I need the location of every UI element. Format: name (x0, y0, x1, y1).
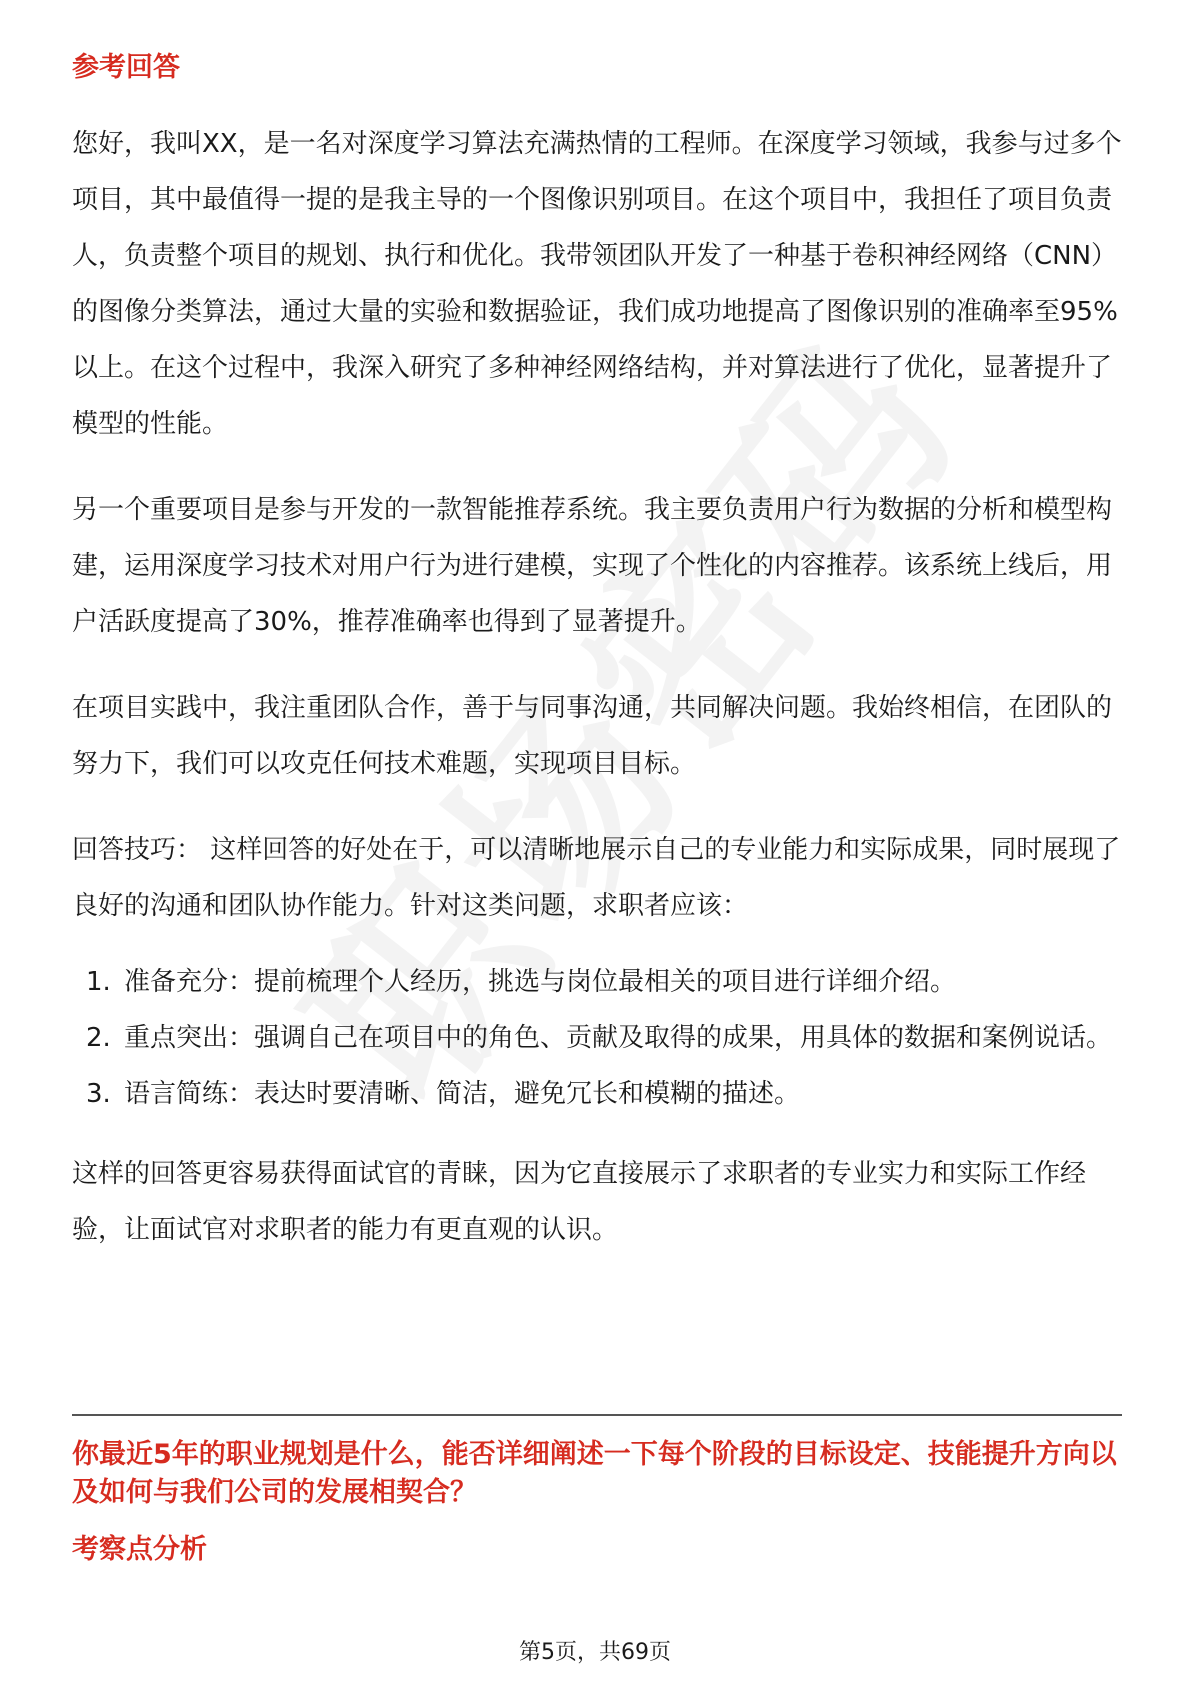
closing-paragraph: 这样的回答更容易获得面试官的青睐，因为它直接展示了求职者的专业实力和实际工作经验，让面试官对求职者的能力有更直观的认识。 (72, 1159, 1087, 1245)
tips-list (72, 954, 1122, 1122)
paragraph-tips-intro: 回答技巧： 这样回答的好处在于，可以清晰地展示自己的专业能力和实际成果，同时展现了良好的沟通和团队协作能力。针对这类问题，求职者应该： (72, 835, 1121, 921)
paragraph-1: 您好，我叫XX，是一名对深度学习算法充满热情的工程师。在深度学习领域，我参与过多个项目，其中最值得一提的是我主导的一个图像识别项目。在这个项目中，我担任了项目负责人，负责整个项目的规划、执行和优化。我带领团队开发了一种基于卷积神经网络（CNN）的图像分类算法，通过大量的实验和数据验证，我们成功地提高了图像识别的准确率至95%以上。在这个过程中，我深入研究了多种神经网络结构，并对算法进行了优化，显著提升了模型的性能。 (72, 129, 1122, 439)
list-text: 语言简练：表达时要清晰、简洁，避免冗长和模糊的描述。 (124, 1079, 801, 1109)
list-number: 1. (86, 967, 111, 997)
next-question: 你最近5年的职业规划是什么，能否详细阐述一下每个阶段的目标设定、技能提升方向以及如何与我们公司的发展相契合？ (72, 1439, 1117, 1508)
list-text: 准备充分：提前梳理个人经历，挑选与岗位最相关的项目进行详细介绍。 (124, 967, 957, 997)
paragraph-3: 在项目实践中，我注重团队合作，善于与同事沟通，共同解决问题。我始终相信，在团队的努力下，我们可以攻克任何技术难题，实现项目目标。 (72, 693, 1113, 779)
section-heading: 参考回答 (72, 52, 180, 83)
next-subheading: 考察点分析 (72, 1534, 207, 1565)
list-text: 重点突出：强调自己在项目中的角色、贡献及取得的成果，用具体的数据和案例说话。 (124, 1023, 1113, 1053)
page-footer: 第5页，共69页 (519, 1640, 671, 1665)
list-item (72, 954, 1122, 1010)
list-item (72, 1066, 1122, 1122)
section-divider (72, 1414, 1122, 1416)
answer-section (72, 40, 1122, 1258)
list-number: 3. (86, 1079, 111, 1109)
list-item (72, 1010, 1122, 1066)
paragraph-2: 另一个重要项目是参与开发的一款智能推荐系统。我主要负责用户行为数据的分析和模型构建，运用深度学习技术对用户行为进行建模，实现了个性化的内容推荐。该系统上线后，用户活跃度提高了30%，推荐准确率也得到了显著提升。 (72, 495, 1113, 637)
list-number: 2. (86, 1023, 111, 1053)
